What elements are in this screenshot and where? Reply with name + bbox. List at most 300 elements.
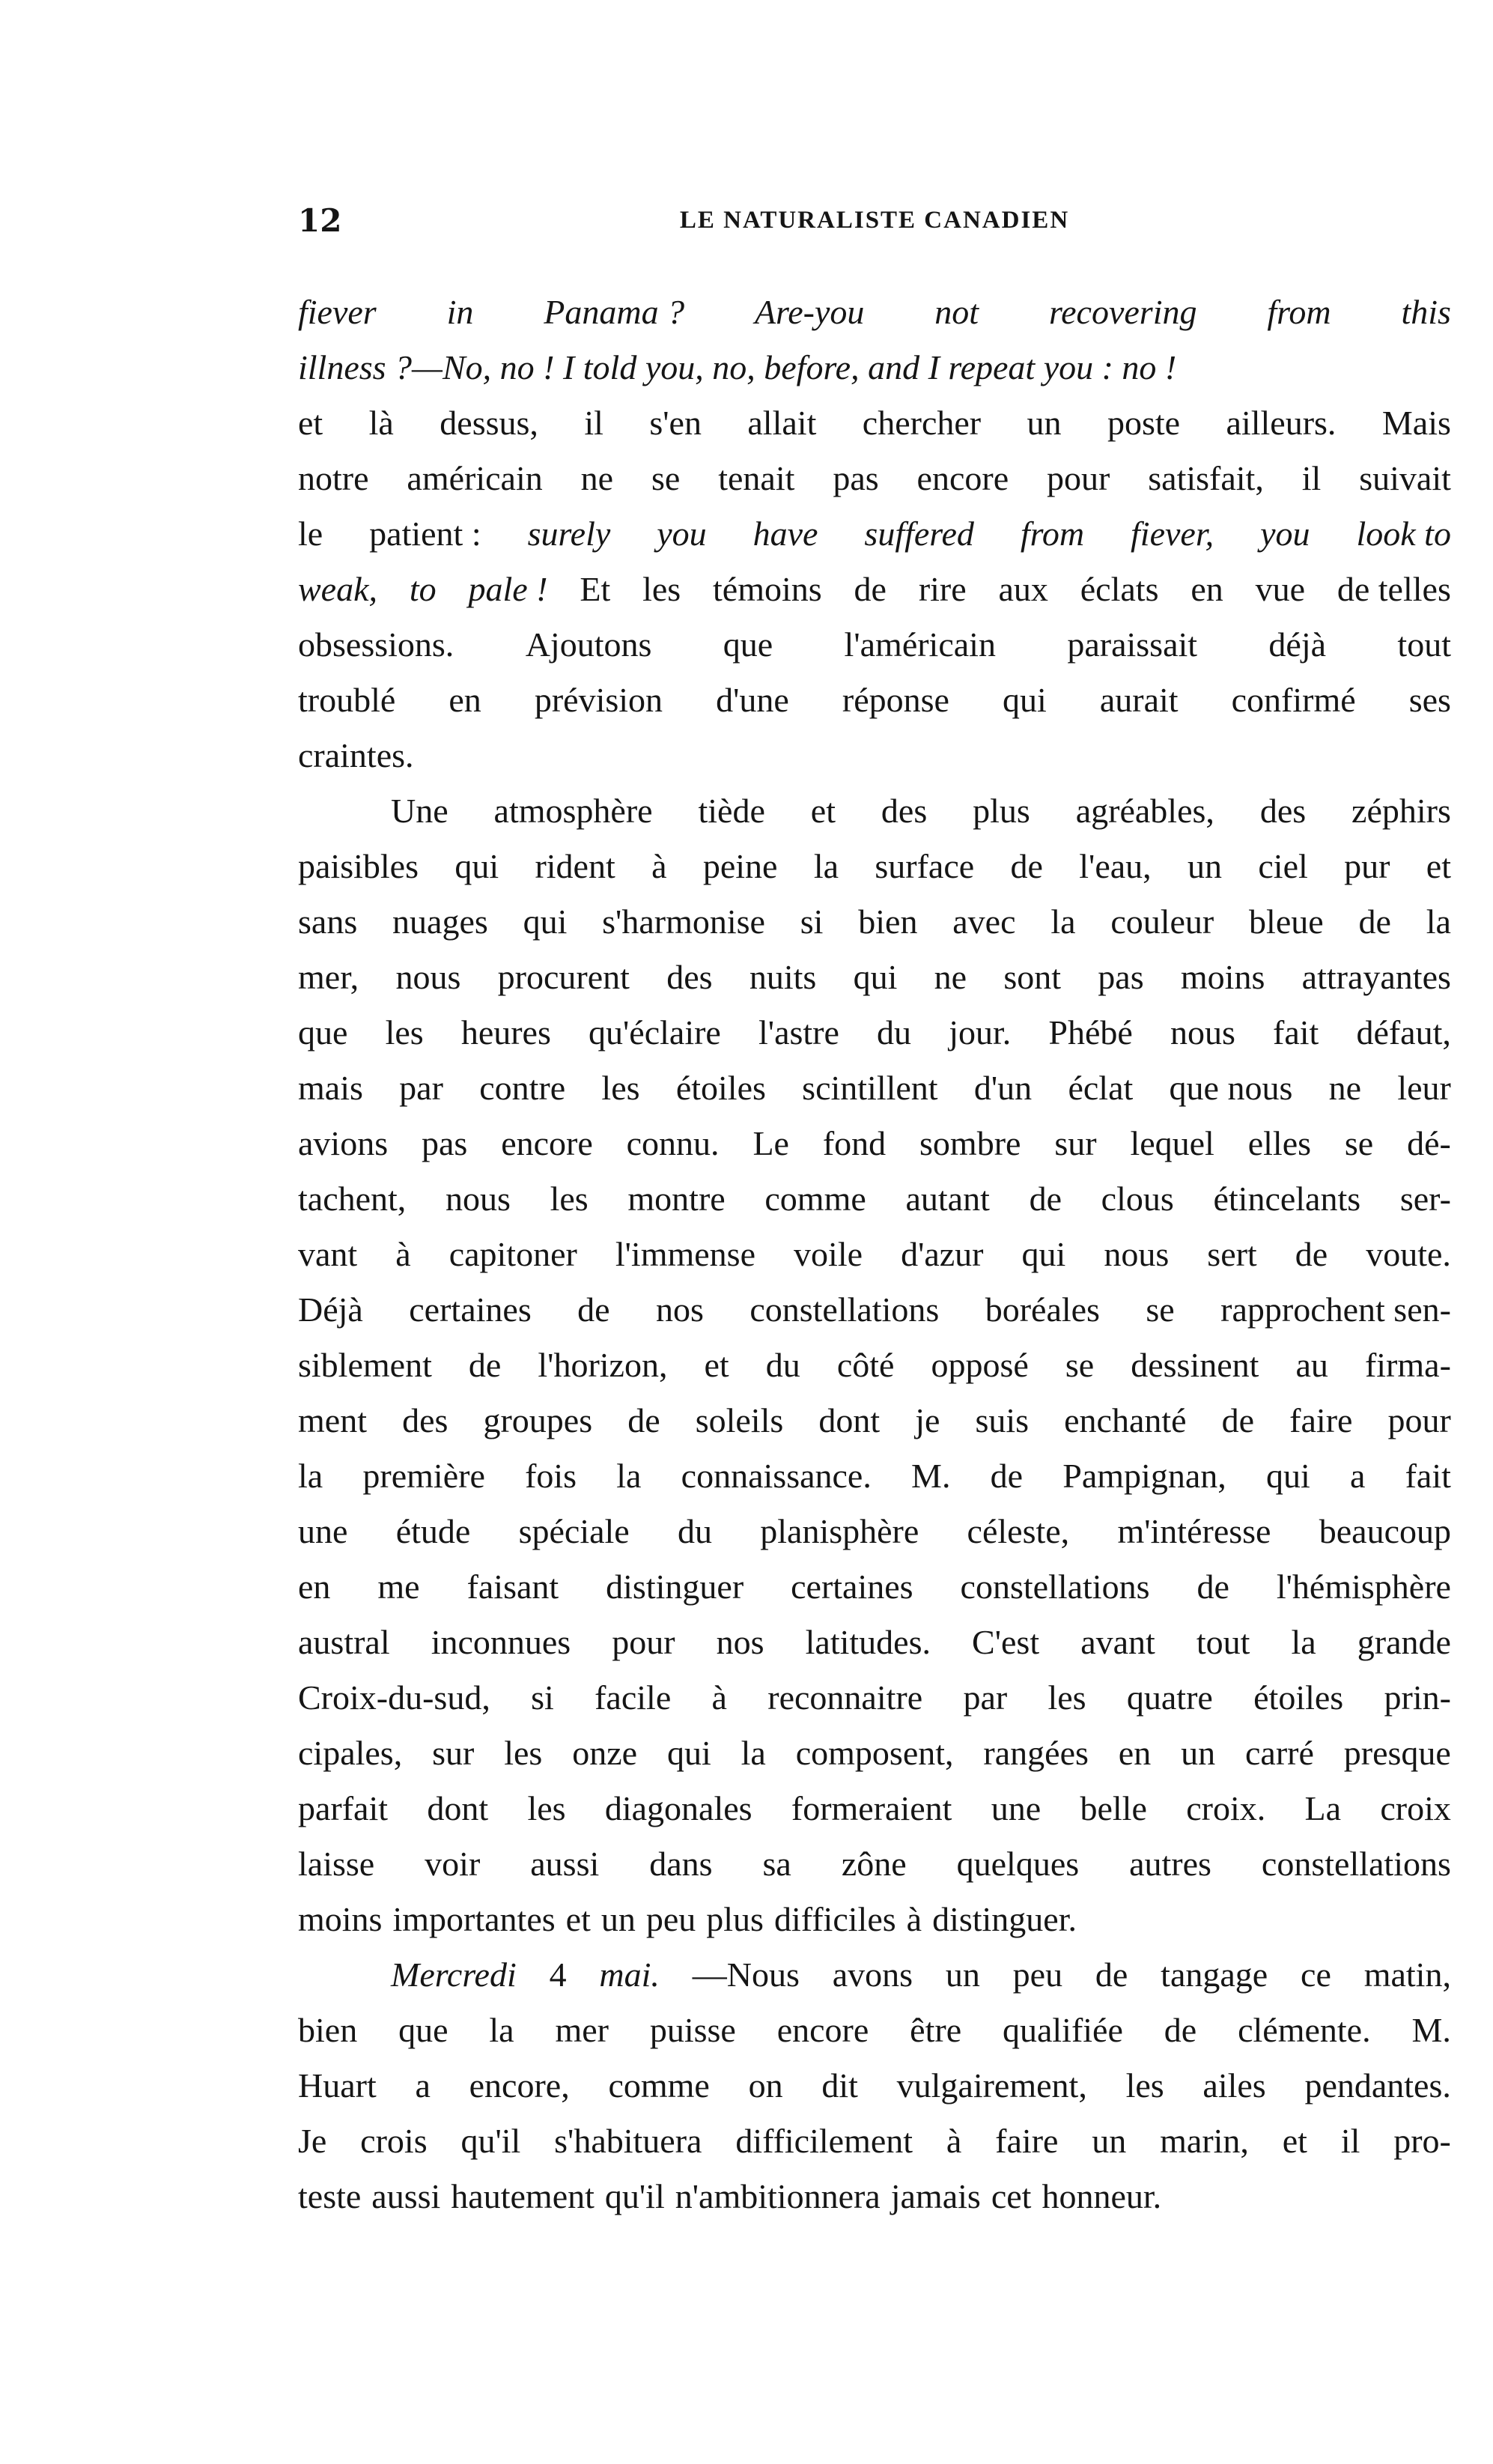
word: et	[704, 1346, 729, 1384]
word: diagonales	[604, 1789, 752, 1827]
word: nous	[395, 958, 461, 996]
word: dé-	[1407, 1124, 1451, 1162]
word: des	[666, 958, 713, 996]
word: mer	[555, 2011, 609, 2049]
word: en	[298, 1568, 331, 1606]
word: connu.	[626, 1124, 720, 1162]
word: weak,	[298, 570, 378, 608]
word: nous	[1170, 1013, 1235, 1052]
word: à	[946, 2122, 962, 2160]
word: Déjà	[298, 1290, 363, 1329]
word: patient :	[369, 515, 481, 553]
paragraph	[298, 1947, 1451, 2224]
word: zône	[841, 1845, 907, 1883]
word: vant	[298, 1235, 358, 1273]
word: dessus,	[440, 404, 538, 442]
word: et	[1282, 2122, 1307, 2160]
word: d'une	[716, 681, 789, 719]
word: Je	[298, 2122, 327, 2160]
word: un	[600, 1900, 636, 1938]
word: belle	[1080, 1789, 1147, 1827]
word: autres	[1129, 1845, 1211, 1883]
word: je	[915, 1401, 940, 1439]
word: constellations	[749, 1290, 940, 1329]
word: boréales	[985, 1290, 1100, 1329]
word: on	[748, 2066, 783, 2105]
word: craintes.	[298, 736, 414, 774]
text-line	[298, 1836, 1451, 1892]
word: que	[723, 625, 773, 664]
word: facile	[595, 1678, 672, 1717]
word: rangées	[983, 1734, 1089, 1772]
word: en	[1191, 570, 1223, 608]
word: enchanté	[1064, 1401, 1187, 1439]
word: la	[489, 2011, 514, 2049]
text-line	[298, 950, 1451, 1005]
word: fiever	[298, 293, 377, 331]
word: cet	[991, 2177, 1032, 2215]
word: poste	[1107, 404, 1181, 442]
word: montre	[627, 1180, 726, 1218]
word: connaissance.	[681, 1457, 872, 1495]
body-text	[298, 285, 1451, 2224]
text-line	[298, 285, 1451, 340]
word: l'astre	[758, 1013, 839, 1052]
word: qui	[666, 1734, 711, 1772]
word: you	[657, 515, 707, 553]
word: avant	[1080, 1623, 1155, 1661]
word: avions	[298, 1124, 389, 1162]
word: que	[398, 2011, 448, 2049]
word: recovering	[1048, 293, 1197, 331]
word: teste	[298, 2177, 362, 2215]
word: marin,	[1160, 2122, 1249, 2160]
word: vue	[1255, 570, 1306, 608]
word: sont	[1003, 958, 1062, 996]
word: Le	[752, 1124, 789, 1162]
word: Phébé	[1048, 1013, 1133, 1052]
word: l'eau,	[1079, 847, 1152, 885]
word: nous	[1104, 1235, 1170, 1273]
word: austral	[298, 1623, 390, 1661]
word: un	[1092, 2122, 1127, 2160]
word: aussi	[371, 2177, 441, 2215]
word: de	[577, 1290, 610, 1329]
word: comme	[764, 1180, 866, 1218]
word: vulgairement,	[896, 2066, 1087, 2105]
word: un	[1188, 847, 1223, 885]
word: plus	[706, 1900, 764, 1938]
word: américain	[407, 459, 543, 497]
word: grande	[1357, 1623, 1451, 1661]
word: les	[550, 1180, 589, 1218]
word: dont	[427, 1789, 489, 1827]
word: la	[298, 1457, 323, 1495]
word: il	[1301, 459, 1322, 497]
text-line	[298, 1393, 1451, 1448]
word: faisant	[466, 1568, 559, 1606]
word: distinguer.	[932, 1900, 1077, 1938]
word: opposé	[931, 1346, 1029, 1384]
word: to	[409, 570, 437, 608]
word: jour.	[949, 1013, 1012, 1052]
paragraph	[298, 783, 1451, 1947]
word: la	[1050, 902, 1076, 941]
word: de telles	[1337, 570, 1451, 608]
word: fiever,	[1131, 515, 1214, 553]
word: Une	[391, 792, 448, 830]
word: procurent	[497, 958, 630, 996]
text-line	[298, 1116, 1451, 1171]
word: Croix-du-sud,	[298, 1678, 490, 1717]
word: puisse	[649, 2011, 736, 2049]
word: les	[1047, 1678, 1086, 1717]
word: reconnaitre	[767, 1678, 923, 1717]
word: à	[651, 847, 667, 885]
word: autant	[905, 1180, 990, 1218]
text-line	[298, 1559, 1451, 1615]
word: ne	[580, 459, 614, 497]
word: à	[906, 1900, 922, 1938]
word: tout	[1397, 625, 1451, 664]
word: ce	[1301, 1955, 1331, 1994]
word: sur	[1054, 1124, 1097, 1162]
word: jamais	[890, 2177, 981, 2215]
word: suivait	[1359, 459, 1451, 497]
word: de	[627, 1401, 660, 1439]
word: par	[399, 1069, 443, 1107]
word: qu'il	[460, 2122, 521, 2160]
text-line	[298, 1338, 1451, 1393]
word: faire	[1289, 1401, 1353, 1439]
word: zéphirs	[1351, 792, 1451, 830]
word: prévision	[534, 681, 663, 719]
word: et	[810, 792, 836, 830]
word: être	[910, 2011, 962, 2049]
word: importantes	[392, 1900, 556, 1938]
word: témoins	[713, 570, 822, 608]
word: presque	[1343, 1734, 1451, 1772]
text-line	[298, 395, 1451, 451]
word: un	[945, 1955, 980, 1994]
word: étincelants	[1213, 1180, 1361, 1218]
text-line	[298, 451, 1451, 506]
word: en	[1118, 1734, 1152, 1772]
word: troublé	[298, 681, 396, 719]
word: céleste,	[967, 1512, 1070, 1550]
word: de	[854, 570, 887, 608]
word: a	[1349, 1457, 1366, 1495]
word: une	[298, 1512, 348, 1550]
word: d'un	[973, 1069, 1033, 1107]
word: look to	[1356, 515, 1451, 553]
word: déjà	[1268, 625, 1327, 664]
text-line	[298, 1171, 1451, 1227]
word: Et	[580, 570, 611, 608]
word: qui	[1003, 681, 1047, 719]
word: notre	[298, 459, 369, 497]
word: du	[765, 1346, 800, 1384]
word: les	[527, 1789, 566, 1827]
word: clous	[1101, 1180, 1174, 1218]
word: nos	[655, 1290, 704, 1329]
word: tenait	[718, 459, 795, 497]
word: voute.	[1366, 1235, 1451, 1273]
word: not	[934, 293, 979, 331]
word: ciel	[1258, 847, 1308, 885]
text-line	[298, 839, 1451, 894]
word: au	[1295, 1346, 1328, 1384]
word: de	[1221, 1401, 1255, 1439]
word: in	[446, 293, 474, 331]
word: de	[1029, 1180, 1062, 1218]
word: attrayantes	[1301, 958, 1451, 996]
word: se	[1344, 1124, 1374, 1162]
word: pale !	[468, 570, 548, 608]
word: avons	[832, 1955, 913, 1994]
word: voir	[425, 1845, 481, 1883]
word: sans	[298, 902, 358, 941]
text-line	[298, 1227, 1451, 1282]
word: côté	[836, 1346, 895, 1384]
word: et	[1426, 847, 1451, 885]
text-line	[298, 562, 1451, 617]
word: Mercredi	[391, 1955, 517, 1994]
word: honneur.	[1042, 2177, 1162, 2215]
word: les	[385, 1013, 424, 1052]
word: aussi	[530, 1845, 600, 1883]
word: première	[362, 1457, 485, 1495]
word: que nous	[1169, 1069, 1293, 1107]
word: from	[1267, 293, 1331, 331]
word: Pampignan,	[1062, 1457, 1226, 1495]
text-line	[298, 1947, 1451, 2003]
word: de	[1095, 1955, 1128, 1994]
word: m'intéresse	[1117, 1512, 1271, 1550]
word: se	[1146, 1290, 1175, 1329]
word: rapprochent sen-	[1220, 1290, 1451, 1329]
word: il	[584, 404, 603, 442]
word: Huart	[298, 2066, 377, 2105]
word: paisibles	[298, 847, 419, 885]
text-line	[298, 1726, 1451, 1781]
word: n'ambitionnera	[675, 2177, 881, 2215]
word: peu	[645, 1900, 696, 1938]
word: qui	[454, 847, 499, 885]
word: Ajoutons	[525, 625, 652, 664]
word: croix.	[1186, 1789, 1266, 1827]
text-line	[298, 728, 1451, 783]
word: peu	[1012, 1955, 1063, 1994]
word: dans	[649, 1845, 713, 1883]
word: d'azur	[901, 1235, 984, 1273]
word: pas	[833, 459, 879, 497]
word: si	[800, 902, 824, 941]
word: en	[448, 681, 481, 719]
word: parfait	[298, 1789, 389, 1827]
word: l'hémisphère	[1276, 1568, 1451, 1606]
word: illness ?—No, no ! I told you, no, before, and I repeat you : no !	[298, 348, 1177, 386]
text-line	[298, 1005, 1451, 1060]
word: s'harmonise	[602, 902, 765, 941]
word: atmosphère	[493, 792, 653, 830]
word: rire	[918, 570, 967, 608]
text-line	[298, 673, 1451, 728]
word: de	[468, 1346, 502, 1384]
word: formeraient	[791, 1789, 952, 1827]
word: fois	[525, 1457, 577, 1495]
word: tangage	[1161, 1955, 1268, 1994]
word: encore	[776, 2011, 869, 2049]
word: ment	[298, 1401, 367, 1439]
word: quatre	[1126, 1678, 1213, 1717]
page-number: 12	[298, 202, 342, 239]
word: fait	[1273, 1013, 1319, 1052]
text-line	[298, 2169, 1451, 2224]
word: qu'éclaire	[589, 1013, 721, 1052]
word: étude	[395, 1512, 471, 1550]
word: suis	[975, 1401, 1030, 1439]
word: M.	[911, 1457, 951, 1495]
word: —Nous	[692, 1955, 800, 1994]
word: contre	[479, 1069, 566, 1107]
word: prin-	[1384, 1678, 1451, 1717]
word: la	[616, 1457, 642, 1495]
word: pur	[1344, 847, 1390, 885]
word: plus	[973, 792, 1030, 830]
paragraph	[298, 285, 1451, 783]
word: encore	[916, 459, 1009, 497]
word: a	[415, 2066, 431, 2105]
word: que	[298, 1013, 348, 1052]
running-head: LE NATURALISTE CANADIEN	[679, 207, 1070, 234]
word: spéciale	[518, 1512, 630, 1550]
word: la	[741, 1734, 766, 1772]
word: laisse	[298, 1845, 375, 1883]
word: du	[877, 1013, 912, 1052]
word: obsessions.	[298, 625, 454, 664]
text-line	[298, 1504, 1451, 1559]
word: C'est	[972, 1623, 1040, 1661]
word: difficilement	[735, 2122, 913, 2160]
word: nos	[716, 1623, 764, 1661]
word: ser-	[1399, 1180, 1451, 1218]
word: là	[368, 404, 394, 442]
word: clémente.	[1238, 2011, 1371, 2049]
word: qui	[523, 902, 568, 941]
word: me	[377, 1568, 420, 1606]
word: Are-you	[754, 293, 865, 331]
word: de	[1295, 1235, 1328, 1273]
word: bien	[298, 2011, 358, 2049]
word: à	[711, 1678, 727, 1717]
word: de	[1358, 902, 1391, 941]
word: latitudes.	[805, 1623, 931, 1661]
word: mer,	[298, 958, 359, 996]
word: encore,	[469, 2066, 570, 2105]
word: dit	[821, 2066, 858, 2105]
word: bien	[858, 902, 918, 941]
word: heures	[460, 1013, 551, 1052]
word: tiède	[698, 792, 765, 830]
word: nuits	[749, 958, 817, 996]
word: groupes	[483, 1401, 593, 1439]
word: soleils	[695, 1401, 784, 1439]
word: la	[813, 847, 839, 885]
word: crois	[360, 2122, 428, 2160]
word: pendantes.	[1304, 2066, 1451, 2105]
word: encore	[501, 1124, 593, 1162]
word: tachent,	[298, 1180, 407, 1218]
word: siblement	[298, 1346, 432, 1384]
word: éclat	[1068, 1069, 1134, 1107]
word: un	[1027, 404, 1062, 442]
word: faire	[995, 2122, 1059, 2160]
word: moins	[298, 1900, 383, 1938]
word: s'habituera	[554, 2122, 702, 2160]
word: pour	[1047, 459, 1110, 497]
word: La	[1304, 1789, 1342, 1827]
word: peine	[702, 847, 778, 885]
word: this	[1401, 293, 1451, 331]
word: inconnues	[431, 1623, 571, 1661]
word: une	[991, 1789, 1042, 1827]
word: qualifiée	[1002, 2011, 1123, 2049]
word: fond	[822, 1124, 887, 1162]
word: have	[752, 515, 818, 553]
word: planisphère	[760, 1512, 919, 1550]
word: agréables,	[1075, 792, 1214, 830]
word: avec	[952, 902, 1016, 941]
word: qui	[853, 958, 898, 996]
word: composent,	[795, 1734, 954, 1772]
word: dont	[818, 1401, 881, 1439]
word: sombre	[919, 1124, 1021, 1162]
word: se	[1065, 1346, 1095, 1384]
page-header	[298, 202, 1451, 247]
word: sa	[762, 1845, 791, 1883]
text-line	[298, 506, 1451, 562]
word: elles	[1247, 1124, 1312, 1162]
word: onze	[572, 1734, 638, 1772]
word: moins	[1180, 958, 1265, 996]
word: distinguer	[606, 1568, 744, 1606]
word: scintillent	[802, 1069, 938, 1107]
word: sert	[1207, 1235, 1257, 1273]
word: qui	[1265, 1457, 1310, 1495]
word: ses	[1408, 681, 1451, 719]
word: fait	[1405, 1457, 1451, 1495]
word: du	[677, 1512, 712, 1550]
word: aux	[998, 570, 1048, 608]
word: et	[298, 404, 323, 442]
word: et	[565, 1900, 591, 1938]
word: dessinent	[1131, 1346, 1259, 1384]
word: les	[1125, 2066, 1164, 2105]
word: réponse	[842, 681, 949, 719]
text-line	[298, 2058, 1451, 2113]
word: from	[1020, 515, 1085, 553]
word: la	[1426, 902, 1451, 941]
word: 4	[549, 1955, 567, 1994]
word: surface	[875, 847, 975, 885]
text-line	[298, 1282, 1451, 1338]
word: pro-	[1393, 2122, 1451, 2160]
word: cipales,	[298, 1734, 403, 1772]
word: ne	[1328, 1069, 1362, 1107]
word: bleue	[1249, 902, 1324, 941]
word: capitoner	[448, 1235, 577, 1273]
